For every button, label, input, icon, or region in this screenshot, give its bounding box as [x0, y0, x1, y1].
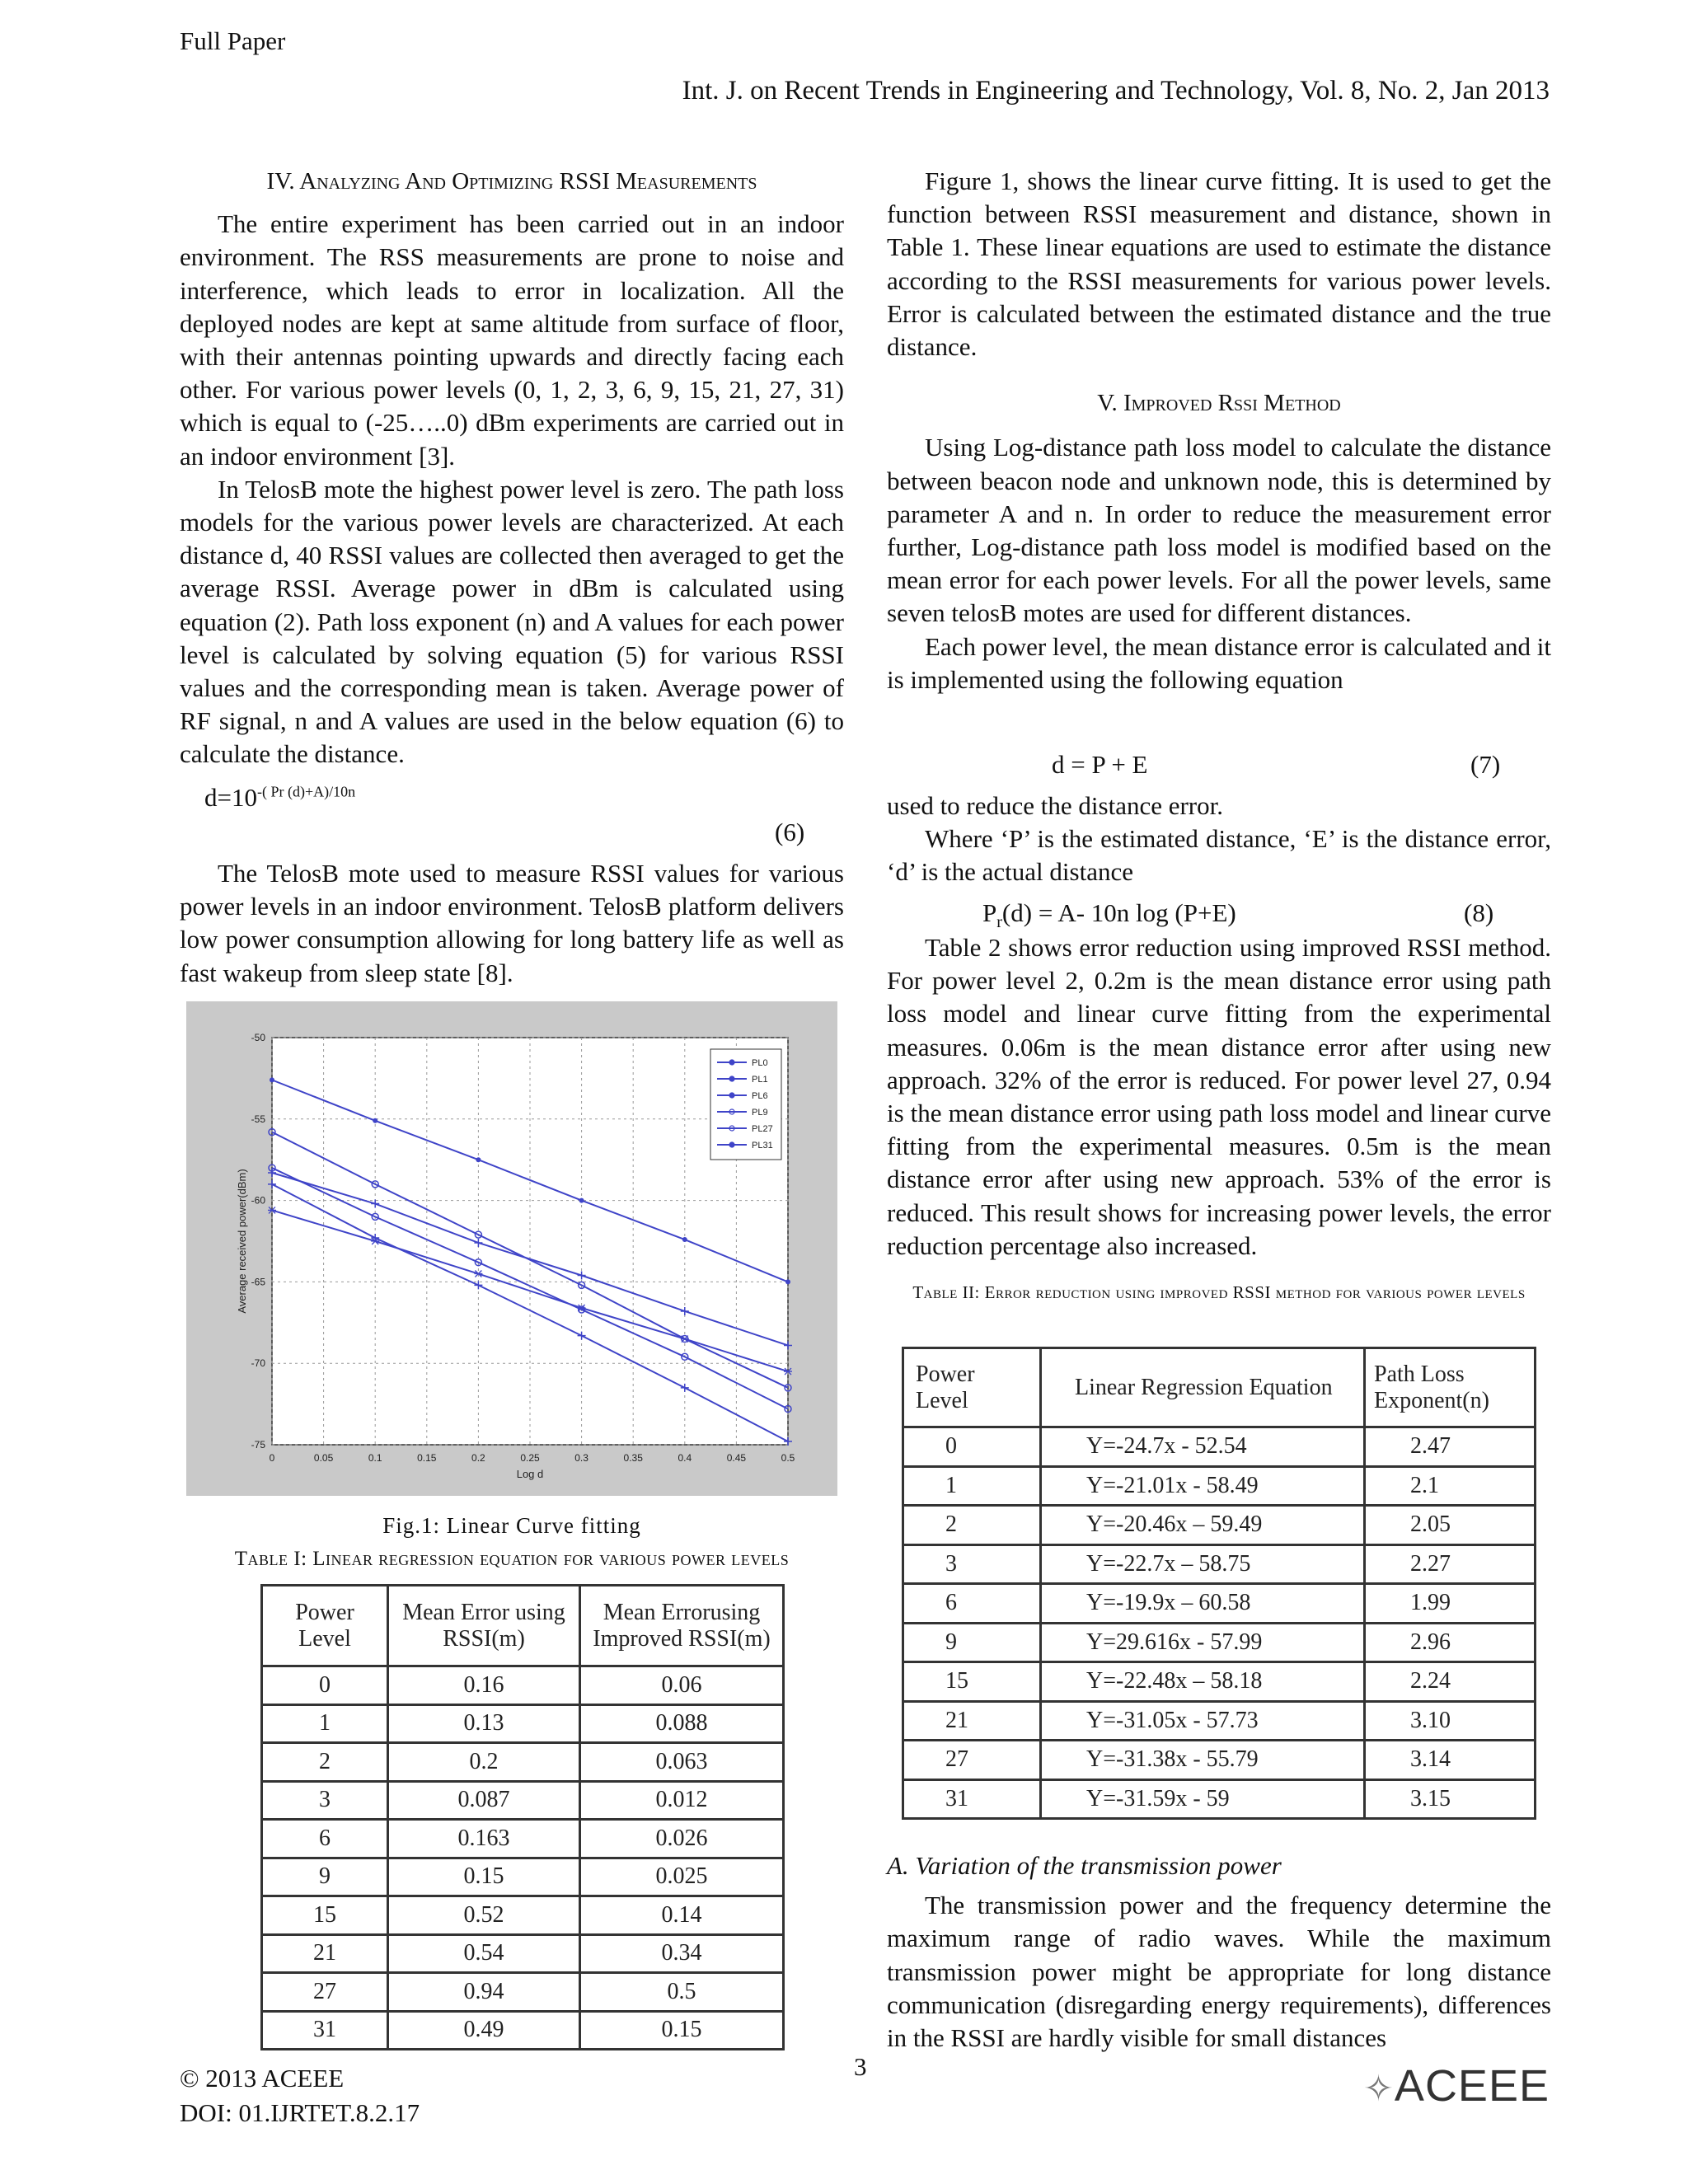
table-cell: 0.5 — [580, 1973, 784, 2012]
table-row — [262, 1666, 784, 1705]
table-cell: 2.47 — [1365, 1427, 1536, 1467]
table-cell: 6 — [903, 1584, 1041, 1624]
table-cell: 0 — [903, 1427, 1041, 1467]
y-tick-label: -60 — [251, 1194, 265, 1207]
table-cell: 27 — [262, 1973, 388, 2012]
paragraph: The TelosB mote used to measure RSSI values for various power levels in an indoor environment. TelosB platform delivers low power consumption allowing for long battery life as well as fast wakeup from sleep state [8]. — [180, 859, 844, 987]
equation-8-number: (8) — [1464, 898, 1494, 927]
data-point — [785, 1279, 790, 1284]
x-tick-label: 0.35 — [623, 1452, 643, 1464]
table-cell: 15 — [903, 1662, 1041, 1702]
line-chart — [186, 1001, 837, 1496]
table-cell: 3.10 — [1365, 1701, 1536, 1741]
left-column — [180, 165, 844, 771]
y-tick-label: -65 — [251, 1276, 265, 1288]
table-header: Power Level — [262, 1586, 388, 1666]
star-icon: ✧ — [1363, 2069, 1395, 2109]
page-number: 3 — [854, 2052, 867, 2081]
table-cell: Y=-21.01x - 58.49 — [1041, 1466, 1365, 1506]
right-column-lower — [887, 931, 1551, 1263]
data-point — [682, 1237, 687, 1242]
table-header: Linear Regression Equation — [1041, 1348, 1365, 1427]
table-cell: 0.52 — [388, 1896, 580, 1935]
table-cell: 1 — [262, 1704, 388, 1743]
table-row — [262, 1820, 784, 1858]
table-cell: Y=-31.05x - 57.73 — [1041, 1701, 1365, 1741]
table-cell: 0.087 — [388, 1781, 580, 1820]
paragraph: In TelosB mote the highest power level is zero. The path loss models for the various power levels are characterized. At each distance d, 40 RSSI values are collected then averaged to get the average RSSI. Average power in dBm is calculated using equation (2). Path loss exponent (n) and A values for each power level is calculated by solving equation (5) for various RSSI values and the corresponding mean is taken. Average power of RF signal, n and A values are used in the below equation (6) to calculate the distance. — [180, 474, 844, 769]
paragraph: The entire experiment has been carried out in an indoor environment. The RSS measurements are prone to noise and interference, which leads to error in localization. All the deployed nodes are kept at same altitude from surface of floor, with their antennas pointing upwards and directly facing each other. For various power levels (0, 1, 2, 3, 6, 9, 15, 21, 27, 31) which is equal to (-25…..0) dBm experiments are carried out in an indoor environment [3]. — [180, 209, 844, 471]
table-cell: 2.24 — [1365, 1662, 1536, 1702]
equation-7-number: (7) — [1470, 750, 1501, 779]
table-row — [262, 1743, 784, 1782]
table-header: Mean Errorusing Improved RSSI(m) — [580, 1586, 784, 1666]
table-row — [903, 1701, 1536, 1741]
table-header: Power Level — [903, 1348, 1041, 1427]
x-tick-label: 0.15 — [417, 1452, 437, 1464]
paragraph: Figure 1, shows the linear curve fitting. It is used to get the function between RSSI measurement and distance, shown in Table 1. These linear equations are used to estimate the distance according to the RSSI measurements for various power levels. Error is calculated between the estimated distance and the true distance. — [887, 166, 1551, 362]
table-cell: 0.13 — [388, 1704, 580, 1743]
legend-label: PL6 — [752, 1091, 768, 1101]
table-cell: 9 — [903, 1623, 1041, 1662]
table-cell: 2 — [903, 1506, 1041, 1545]
y-tick-label: -55 — [251, 1113, 265, 1125]
legend-label: PL27 — [752, 1124, 773, 1134]
table-cell: 2.96 — [1365, 1623, 1536, 1662]
table-cell: 0.2 — [388, 1743, 580, 1782]
table-cell: 0.54 — [388, 1934, 580, 1973]
table-cell: Y=-24.7x - 52.54 — [1041, 1427, 1365, 1467]
table-cell: 0.15 — [388, 1858, 580, 1896]
right-column — [887, 165, 1551, 696]
y-tick-label: -70 — [251, 1357, 265, 1370]
table-cell: 0.06 — [580, 1666, 784, 1705]
table-cell: 31 — [262, 2011, 388, 2050]
table-cell: Y=-20.46x – 59.49 — [1041, 1506, 1365, 1545]
x-tick-label: 0.5 — [781, 1452, 795, 1464]
table-row — [903, 1623, 1536, 1662]
figure-1 — [186, 1001, 837, 1496]
table-row — [903, 1427, 1536, 1467]
table-row — [903, 1584, 1536, 1624]
section-title-iv: IV. Analyzing And Optimizing RSSI Measurements — [266, 168, 757, 194]
table-cell: 3 — [262, 1781, 388, 1820]
table-row — [262, 1858, 784, 1896]
table-header: Path Loss Exponent(n) — [1365, 1348, 1536, 1427]
legend-marker — [729, 1142, 734, 1147]
x-tick-label: 0.45 — [726, 1452, 747, 1464]
table-cell: 0.088 — [580, 1704, 784, 1743]
equation-8: $P_r(d) = A-$ 10n log (P+E) — [982, 898, 1236, 932]
table-cell: 2.27 — [1365, 1544, 1536, 1584]
table-header: Mean Error using RSSI(m) — [388, 1586, 580, 1666]
data-point — [270, 1077, 274, 1082]
legend-marker — [729, 1076, 734, 1081]
table-row — [903, 1662, 1536, 1702]
data-point — [373, 1118, 377, 1123]
table-cell: 0.14 — [580, 1896, 784, 1935]
table-cell: 15 — [262, 1896, 388, 1935]
x-axis-label: Log d — [516, 1468, 544, 1480]
table-1 — [260, 1584, 785, 2050]
paragraph: Each power level, the mean distance error is calculated and it is implemented using the following equation — [887, 631, 1552, 694]
table-row — [262, 1973, 784, 2012]
table-cell: 0 — [262, 1666, 388, 1705]
left-column-lower — [180, 857, 844, 990]
x-tick-label: 0.25 — [520, 1452, 540, 1464]
table-cell: 0.163 — [388, 1820, 580, 1858]
table-cell: 3.15 — [1365, 1779, 1536, 1819]
figure-caption: Fig.1: Linear Curve fitting — [382, 1513, 641, 1538]
data-point — [579, 1198, 584, 1203]
x-tick-label: 0.4 — [678, 1452, 692, 1464]
x-tick-label: 0.1 — [368, 1452, 382, 1464]
table-cell: Y=-19.9x – 60.58 — [1041, 1584, 1365, 1624]
table-2-caption: Table II: Error reduction using improved RSSI method for various power levels — [912, 1282, 1526, 1302]
table-cell: Y=29.616x - 57.99 — [1041, 1623, 1365, 1662]
doi: DOI: 01.IJRTET.8.2.17 — [180, 2098, 420, 2127]
right-column-mid — [887, 790, 1551, 889]
y-tick-label: -75 — [251, 1439, 265, 1451]
paragraph: used to reduce the distance error. — [887, 791, 1223, 820]
equation-7: d = P + E — [1052, 750, 1148, 779]
journal-citation: Int. J. on Recent Trends in Engineering and Technology, Vol. 8, No. 2, Jan 2013 — [682, 76, 1550, 105]
table-cell: 0.026 — [580, 1820, 784, 1858]
table-cell: 3.14 — [1365, 1741, 1536, 1780]
table-cell: Y=-22.7x – 58.75 — [1041, 1544, 1365, 1584]
section-title-v: V. Improved Rssi Method — [1097, 390, 1341, 417]
x-tick-label: 0.3 — [574, 1452, 588, 1464]
table-row — [262, 1934, 784, 1973]
table-cell: 0.49 — [388, 2011, 580, 2050]
equation-6-number: (6) — [775, 818, 805, 846]
y-tick-label: -50 — [251, 1032, 265, 1043]
legend-marker — [729, 1093, 734, 1098]
table-row — [262, 1896, 784, 1935]
table-cell: 0.063 — [580, 1743, 784, 1782]
aceee-logo: ✧ACEEE — [1363, 2061, 1550, 2111]
table-row — [903, 1779, 1536, 1819]
table-cell: 9 — [262, 1858, 388, 1896]
table-row — [262, 1781, 784, 1820]
table-cell: 0.012 — [580, 1781, 784, 1820]
equation-6: $d=10^{-( Pr (d)+A)/10n}$ — [204, 783, 356, 812]
paragraph: Table 2 shows error reduction using improved RSSI method. For power level 2, 0.2m is the mean distance error using path loss model and linear curve fitting from the experimental measures. 0.06m is the mean distance error after using new approach. 32% of the error is reduced. For power level 27, 0.94 is the mean distance error using path loss model and linear curve fitting from the experimental measures. 0.5m is the mean distance error after using new approach. 53% of the error is reduced. This result shows for increasing power levels, the error reduction percentage also increased. — [887, 933, 1551, 1260]
table-cell: 21 — [262, 1934, 388, 1973]
table-cell: 31 — [903, 1779, 1041, 1819]
legend-label: PL1 — [752, 1075, 768, 1085]
y-axis-label: Average received power(dBm) — [236, 1169, 248, 1314]
table-cell: 0.025 — [580, 1858, 784, 1896]
table-row — [903, 1506, 1536, 1545]
table-cell: 0.15 — [580, 2011, 784, 2050]
legend-label: PL0 — [752, 1058, 768, 1068]
table-row — [262, 2011, 784, 2050]
table-row — [903, 1466, 1536, 1506]
table-2 — [902, 1347, 1536, 1820]
table-cell: Y=-31.59x - 59 — [1041, 1779, 1365, 1819]
header-label: Full Paper — [180, 26, 286, 55]
subsection-title: A. Variation of the transmission power — [887, 1851, 1282, 1880]
table-row — [903, 1544, 1536, 1584]
table-cell: 6 — [262, 1820, 388, 1858]
table-cell: 0.94 — [388, 1973, 580, 2012]
x-tick-label: 0.2 — [471, 1452, 485, 1464]
table-row — [903, 1741, 1536, 1780]
paragraph: Using Log-distance path loss model to calculate the distance between beacon node and unknown node, this is determined by parameter A and n. In order to reduce the measurement error further, Log-distance path loss model is modified based on the mean error for each power levels. For all the power levels, same seven telosB motes are used for different distances. — [887, 433, 1551, 628]
table-cell: 21 — [903, 1701, 1041, 1741]
table-cell: 2.1 — [1365, 1466, 1536, 1506]
table-cell: 1.99 — [1365, 1584, 1536, 1624]
data-point — [476, 1157, 481, 1162]
paragraph: The transmission power and the frequency determine the maximum range of radio waves. While the maximum transmission power might be appropriate for long distance communication (disregarding energy requirements), differences in the RSSI are hardly visible for small distances — [887, 1891, 1551, 2053]
table-cell: 0.34 — [580, 1934, 784, 1973]
legend-label: PL31 — [752, 1141, 773, 1151]
legend-label: PL9 — [752, 1108, 768, 1118]
table-cell: Y=-22.48x – 58.18 — [1041, 1662, 1365, 1702]
x-tick-label: 0 — [269, 1452, 275, 1464]
paragraph: Where ‘P’ is the estimated distance, ‘E’ is the distance error, ‘d’ is the actual distance — [887, 824, 1551, 887]
table-cell: 2.05 — [1365, 1506, 1536, 1545]
x-tick-label: 0.05 — [313, 1452, 334, 1464]
right-column-bottom — [887, 1849, 1551, 2055]
table-1-caption: Table I: Linear regression equation for various power levels — [234, 1548, 790, 1570]
table-cell: 27 — [903, 1741, 1041, 1780]
table-cell: 2 — [262, 1743, 388, 1782]
table-cell: 1 — [903, 1466, 1041, 1506]
table-row — [262, 1704, 784, 1743]
copyright: © 2013 ACEEE — [180, 2064, 345, 2093]
table-cell: 0.16 — [388, 1666, 580, 1705]
table-cell: Y=-31.38x - 55.79 — [1041, 1741, 1365, 1780]
legend-marker — [729, 1060, 734, 1065]
table-cell: 3 — [903, 1544, 1041, 1584]
